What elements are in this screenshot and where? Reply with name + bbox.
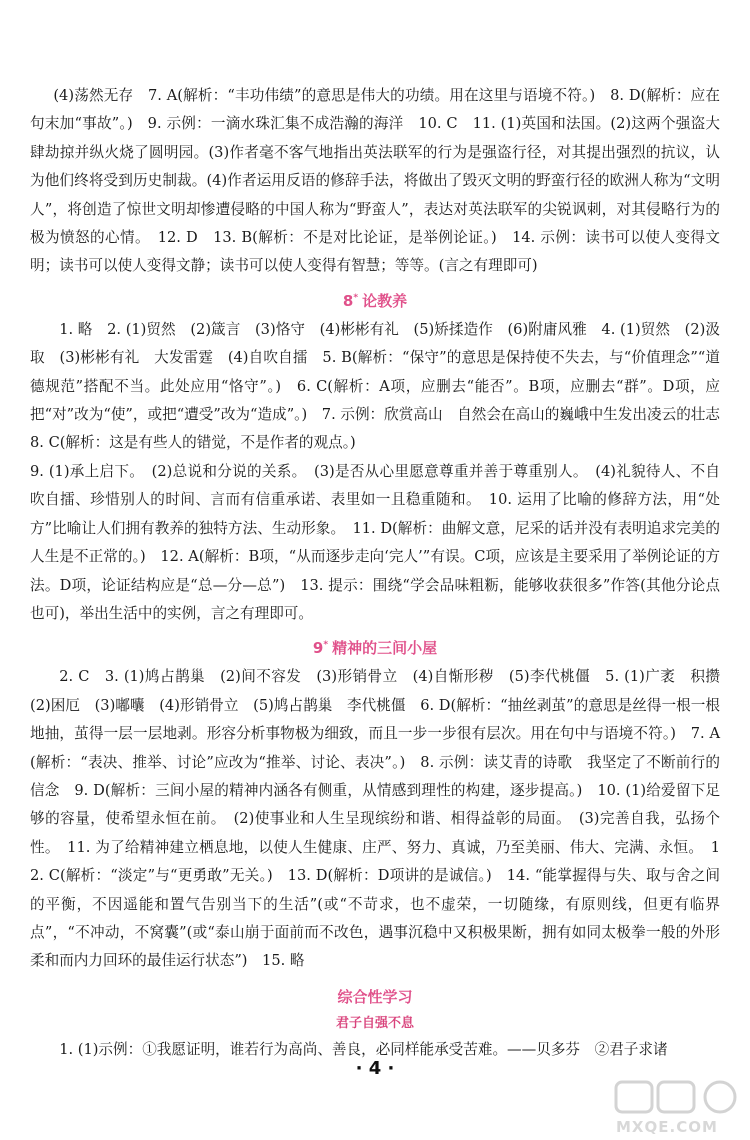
- section-9-paragraph-1: 2. C 3. (1)鸠占鹊巢 (2)间不容发 (3)形销骨立 (4)自惭形秽 (5)李代桃僵 5. (1)广袤 积攒 (2)困厄 (3)嘟囔 (4)形销骨立 (5)鸠占鹊巢 李代桃僵 6. D(解析：“抽丝剥茧”的意思是丝得一根一根地抽，茧得一层一层地剥。形容分析事物极为细致，而且一步一步很有层次。用在句中与语境不符。) 7. A(解析：“表决、推举、讨论”应改为“推举、讨论、表决”。) 8. 示例：读艾青的诗歌 我坚定了不断前行的信念 9. D(解析：三间小屋的精神内涵各有侧重，从情感到理性的构建，逐步提高。) 10. (1)给爱留下足够的容量，使希望永恒在前。 (2)使事业和人生呈现缤纷和谐、相得益彰的局面。 (3)完善自我，弘扬个性。 11. 为了给精神建立栖息地，以使人生健康、庄严、努力、真诚，乃至美丽、伟大、完满、永恒。 12. C(解析：“淡定”与“更勇敢”无关。) 13. D(解析：D项讲的是诚信。) 14. “能掌握得与失、取与舍之间的平衡，不因遥能和置气告别当下的生活”(或“不苛求，也不虚荣，一切随缘，有原则线，但更有临界点”，“不冲动，不窝囊”(或“泰山崩于面前而不改色，遇事沉稳中又积极果断，拥有如同太极拳一般的外形柔和而内力回环的最佳运行状态”) 15. 略: [30, 668, 735, 970]
- watermark-logo: [612, 1078, 742, 1138]
- section-9-mark: *: [323, 640, 329, 651]
- section-8-number: 8: [342, 291, 354, 310]
- comprehensive-heading: 综合性学习: [337, 987, 413, 1006]
- page-content: [30, 82, 735, 1064]
- page-number: · 4 ·: [355, 1058, 395, 1079]
- comprehensive-paragraph-1: 1. (1)示例：①我愿证明，谁若行为高尚、善良，必同样能承受苦难。——贝多芬 ②君子求诸: [59, 1040, 668, 1058]
- section-8-title: 论教养: [362, 291, 408, 310]
- section-8-heading: [30, 283, 720, 316]
- comprehensive-subtitle: 君子自强不息: [335, 1015, 414, 1031]
- watermark-logo-icon: [612, 1078, 742, 1118]
- section-9-number: 9: [312, 639, 324, 658]
- section-9-heading: [30, 630, 720, 663]
- section-8-paragraph-1: 1. 略 2. (1)贸然 (2)箴言 (3)恪守 (4)彬彬有礼 (5)矫揉造作 (6)附庸风雅 4. (1)贸然 (2)汲取 (3)彬彬有礼 大发雷霆 (4)自吹自擂 5. B(解析：“保守”的意思是保持使不失去，与“价值理念”“道德规范”搭配不当。此处应用“恪守”。) 6. C(解析：A项，应删去“能否”。B项，应删去“群”。D项，应把“对”改为“使”，或把“遭受”改为“造成”。) 7. 示例：欣赏高山 自然会在高山的巍峨中生发出凌云的壮志 8. C(解析：这是有些人的错觉，不是作者的观点。): [30, 320, 735, 452]
- section-8-paragraph-2: 9. (1)承上启下。 (2)总说和分说的关系。 (3)是否从心里愿意尊重并善于尊重别人。 (4)礼貌待人、不自吹自擂、珍惜别人的时间、言而有信重承诺、表里如一且稳重随和。 10. 运用了比喻的修辞方法，用“处方”比喻让人们拥有教养的独特方法、生动形象。 11. D(解析：曲解文意，尼采的话并没有表明追求完美的人生是不正常的。) 12. A(解析：B项，“从而逐步走向‘完人’”有误。C项，应该是主要采用了举例论证的方法。D项，论证结构应是“总—分—总”) 13. 提示：围绕“学会品味粗粝，能够收获很多”作答(其他分论点也可)，举出生活中的实例，言之有理即可。: [30, 462, 720, 622]
- section-9-title: 精神的三间小屋: [332, 639, 438, 658]
- watermark-url: MXQE.COM: [616, 1118, 718, 1136]
- section-8-mark: *: [353, 292, 359, 303]
- answer-paragraph-top: (4)荡然无存 7. A(解析：“丰功伟绩”的意思是伟大的功绩。用在这里与语境不符。) 8. D(解析：应在句末加“事故”。) 9. 示例：一滴水珠汇集不成浩瀚的海洋 10. C 11. (1)英国和法国。(2)这两个强盗大肆劫掠并纵火烧了圆明园。(3)作者毫不客气地指出英法联军的行为是强盗行径，对其提出强烈的抗议，认为他们终将受到历史制裁。(4)作者运用反语的修辞手法，将做出了毁灭文明的野蛮行径的欧洲人称为“文明人”，将创造了惊世文明却惨遭侵略的中国人称为“野蛮人”，表达对英法联军的尖锐讽刺，对其侵略行为的极为愤怒的心情。 12. D 13. B(解析：不是对比论证，是举例论证。) 14. 示例：读书可以使人变得文明；读书可以使人变得文静；读书可以使人变得有智慧；等等。(言之有理即可): [30, 87, 720, 275]
